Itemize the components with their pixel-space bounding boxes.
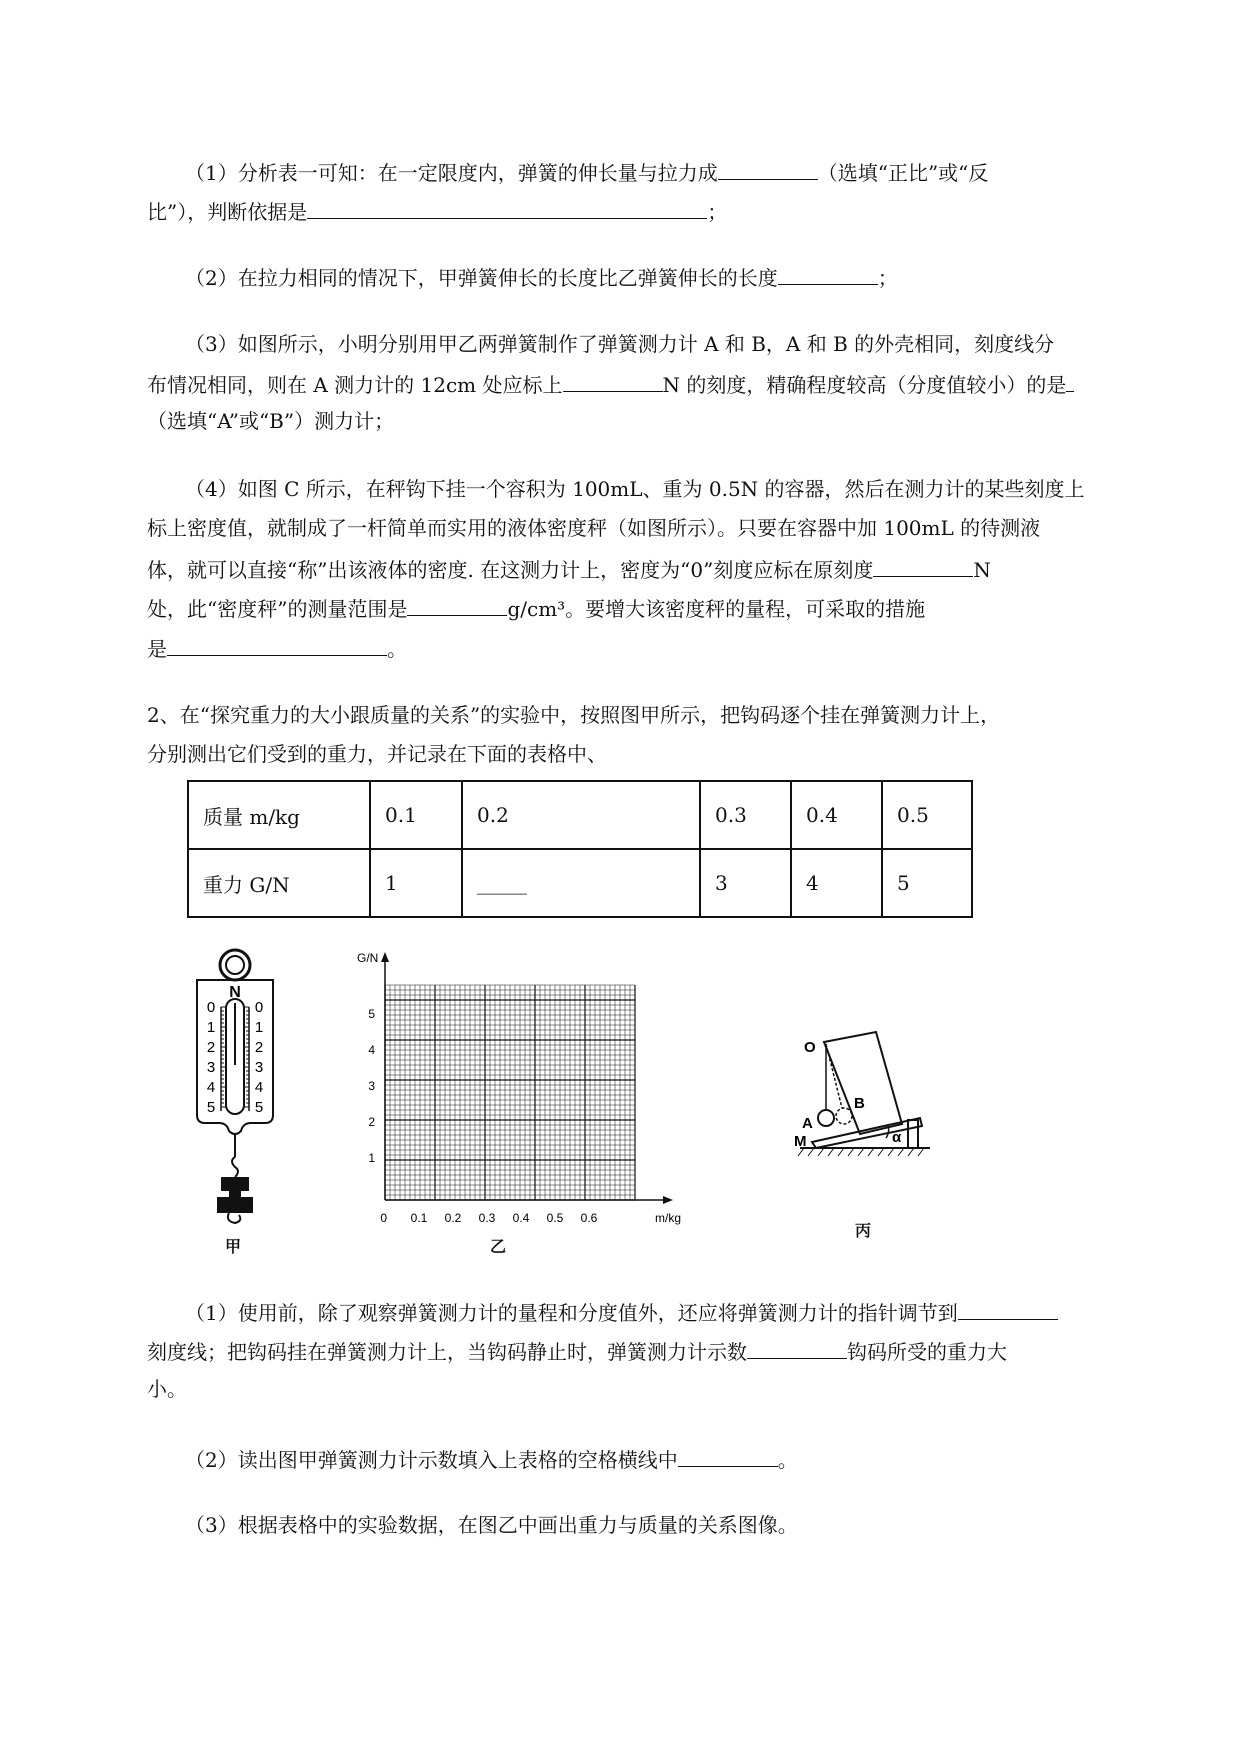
q1-p3-text-3: （选填“A”或“B”）测力计；	[147, 409, 395, 433]
q1-p4-text-5a: 是	[147, 637, 167, 661]
table-cell: 0.1	[370, 781, 462, 849]
q2-p1-line3	[147, 1375, 187, 1403]
answer-blank[interactable]	[718, 157, 818, 180]
q1-p3-line1	[185, 330, 1054, 358]
answer-blank[interactable]	[563, 369, 663, 392]
scale-top-label: N	[229, 984, 241, 1001]
graph-figure	[345, 950, 695, 1240]
spring-scale-figure	[185, 945, 285, 1245]
q1-p3-text-1: （3）如图所示，小明分别用甲乙两弹簧制作了弹簧测力计 A 和 B，A 和 B 的外壳相同，刻度线分	[185, 332, 1055, 356]
x-tick-label: 0.1	[410, 1211, 428, 1225]
q1-p1-text-d: ；	[707, 200, 728, 224]
table-cell: 1	[370, 849, 462, 917]
q1-p2-text-a: （2）在拉力相同的情况下，甲弹簧伸长的长度比乙弹簧伸长的长度	[185, 266, 778, 290]
q1-p4-text-1: （4）如图 C 所示，在秤钩下挂一个容积为 100mL、重为 0.5N 的容器，然后在测力计的某些刻度上	[185, 477, 1085, 501]
q2-p2	[185, 1444, 798, 1474]
q2-p1-line1	[185, 1297, 1058, 1327]
label-a: A	[802, 1115, 813, 1132]
table-header-mass: 质量 m/kg	[188, 781, 370, 849]
q1-p2	[185, 262, 898, 292]
q1-p4-line5	[147, 633, 407, 663]
q1-p1-text-a: （1）分析表一可知：在一定限度内，弹簧的伸长量与拉力成	[185, 161, 718, 185]
table-cell: 0.5	[882, 781, 972, 849]
scale-label-right: 0	[254, 999, 264, 1016]
scale-label-right: 5	[254, 1099, 264, 1116]
q2-p2-text-b: 。	[777, 1448, 798, 1472]
table-cell-blank[interactable]: _____	[462, 849, 700, 917]
q2-p1-line2	[147, 1336, 1007, 1366]
answer-blank[interactable]	[407, 593, 507, 616]
label-alpha: α	[892, 1129, 902, 1146]
x-tick-label: 0.5	[546, 1211, 564, 1225]
table-row-weight	[188, 849, 972, 917]
q1-p3-text-2a: 布情况相同，则在 A 测力计的 12cm 处应标上	[147, 373, 563, 397]
q1-p4-text-4a: 处，此“密度秤”的测量范围是	[147, 597, 408, 621]
answer-blank[interactable]	[778, 262, 878, 285]
q2-p1-text-3: 小。	[147, 1377, 187, 1401]
q1-p1-line1	[185, 157, 988, 187]
label-b: B	[854, 1095, 865, 1112]
q1-p4-line4	[147, 593, 925, 623]
x-tick-label: 0.3	[478, 1211, 496, 1225]
q1-p3-text-2b: N 的刻度，精确程度较高（分度值较小）的是	[662, 373, 1067, 397]
table-cell: 5	[882, 849, 972, 917]
answer-blank[interactable]	[167, 633, 387, 656]
q1-p1-text-b: （选填“正比”或“反	[817, 161, 989, 185]
scale-label-left: 2	[206, 1039, 216, 1056]
q2-p1-text-2b: 钩码所受的重力大	[847, 1340, 1007, 1364]
answer-blank[interactable]	[678, 1444, 778, 1467]
incline-pendulum-figure	[790, 1030, 940, 1210]
table-header-weight: 重力 G/N	[188, 849, 370, 917]
q2-intro-text-1: 2、在“探究重力的大小跟质量的关系”的实验中，按照图甲所示，把钩码逐个挂在弹簧测力计上，	[147, 703, 1001, 727]
y-tick-label: 3	[368, 1079, 375, 1093]
scale-label-left: 5	[206, 1099, 216, 1116]
q1-p3-line2	[147, 369, 1074, 399]
label-o: O	[804, 1039, 816, 1056]
q1-p4-text-5b: 。	[387, 637, 407, 661]
y-tick-label: 1	[368, 1151, 375, 1165]
q1-p1-line2	[147, 196, 727, 226]
y-tick-label: 5	[368, 1007, 375, 1021]
q1-p4-line1	[185, 475, 1085, 503]
scale-label-right: 1	[254, 1019, 264, 1036]
x-tick-label: 0.2	[444, 1211, 462, 1225]
scale-label-left: 4	[206, 1079, 216, 1096]
q1-p3-line3	[147, 407, 394, 435]
table-cell: 0.2	[462, 781, 700, 849]
table-cell: 4	[791, 849, 882, 917]
x-tick-label: 0.6	[580, 1211, 598, 1225]
q1-p4-text-3a: 体，就可以直接“称”出该液体的密度. 在这测力计上，密度为“0”刻度应标在原刻度	[147, 558, 874, 582]
scale-label-left: 3	[206, 1059, 216, 1076]
caption-bing: 丙	[855, 1221, 872, 1240]
caption-jia: 甲	[225, 1237, 242, 1256]
q1-p4-line3	[147, 554, 991, 584]
caption-yi: 乙	[490, 1237, 507, 1256]
scale-label-right: 4	[254, 1079, 264, 1096]
answer-blank[interactable]	[1066, 369, 1074, 392]
q2-p3-text: （3）根据表格中的实验数据，在图乙中画出重力与质量的关系图像。	[185, 1513, 798, 1537]
q1-p4-text-2: 标上密度值，就制成了一杆简单而实用的液体密度秤（如图所示）。只要在容器中加 100mL 的待测液	[147, 516, 1041, 540]
table-row-mass	[188, 781, 972, 849]
scale-label-left: 0	[206, 999, 216, 1016]
data-table	[187, 780, 973, 918]
answer-blank[interactable]	[958, 1297, 1058, 1320]
q1-p2-text-b: ；	[877, 266, 898, 290]
table-cell: 0.4	[791, 781, 882, 849]
q1-p4-text-3b: N	[973, 558, 991, 582]
answer-blank[interactable]	[307, 196, 707, 219]
q2-p1-text-2a: 刻度线；把钩码挂在弹簧测力计上，当钩码静止时，弹簧测力计示数	[147, 1340, 747, 1364]
q2-p3	[185, 1511, 798, 1539]
answer-blank[interactable]	[747, 1336, 847, 1359]
q2-intro-text-2: 分别测出它们受到的重力，并记录在下面的表格中、	[147, 742, 607, 766]
q1-p4-line2	[147, 514, 1040, 542]
q2-p1-text-1a: （1）使用前，除了观察弹簧测力计的量程和分度值外，还应将弹簧测力计的指针调节到	[185, 1301, 958, 1325]
table-cell: 0.3	[700, 781, 791, 849]
table-cell: 3	[700, 849, 791, 917]
y-tick-label: 4	[368, 1043, 375, 1057]
q2-p2-text-a: （2）读出图甲弹簧测力计示数填入上表格的空格横线中	[185, 1448, 678, 1472]
x-axis-label: m/kg	[655, 1211, 682, 1225]
scale-label-right: 2	[254, 1039, 264, 1056]
answer-blank[interactable]	[873, 554, 973, 577]
scale-label-right: 3	[254, 1059, 264, 1076]
q2-intro-line1	[147, 701, 1000, 729]
origin-label: 0	[380, 1211, 387, 1225]
q2-intro-line2	[147, 740, 607, 768]
x-tick-label: 0.4	[512, 1211, 530, 1225]
label-m: M	[794, 1133, 807, 1150]
y-tick-label: 2	[368, 1115, 375, 1129]
y-axis-label: G/N	[357, 951, 379, 965]
q1-p4-text-4b: g/cm³。要增大该密度秤的量程，可采取的措施	[507, 597, 926, 621]
scale-label-left: 1	[206, 1019, 216, 1036]
q1-p1-text-c: 比”），判断依据是	[147, 200, 308, 224]
